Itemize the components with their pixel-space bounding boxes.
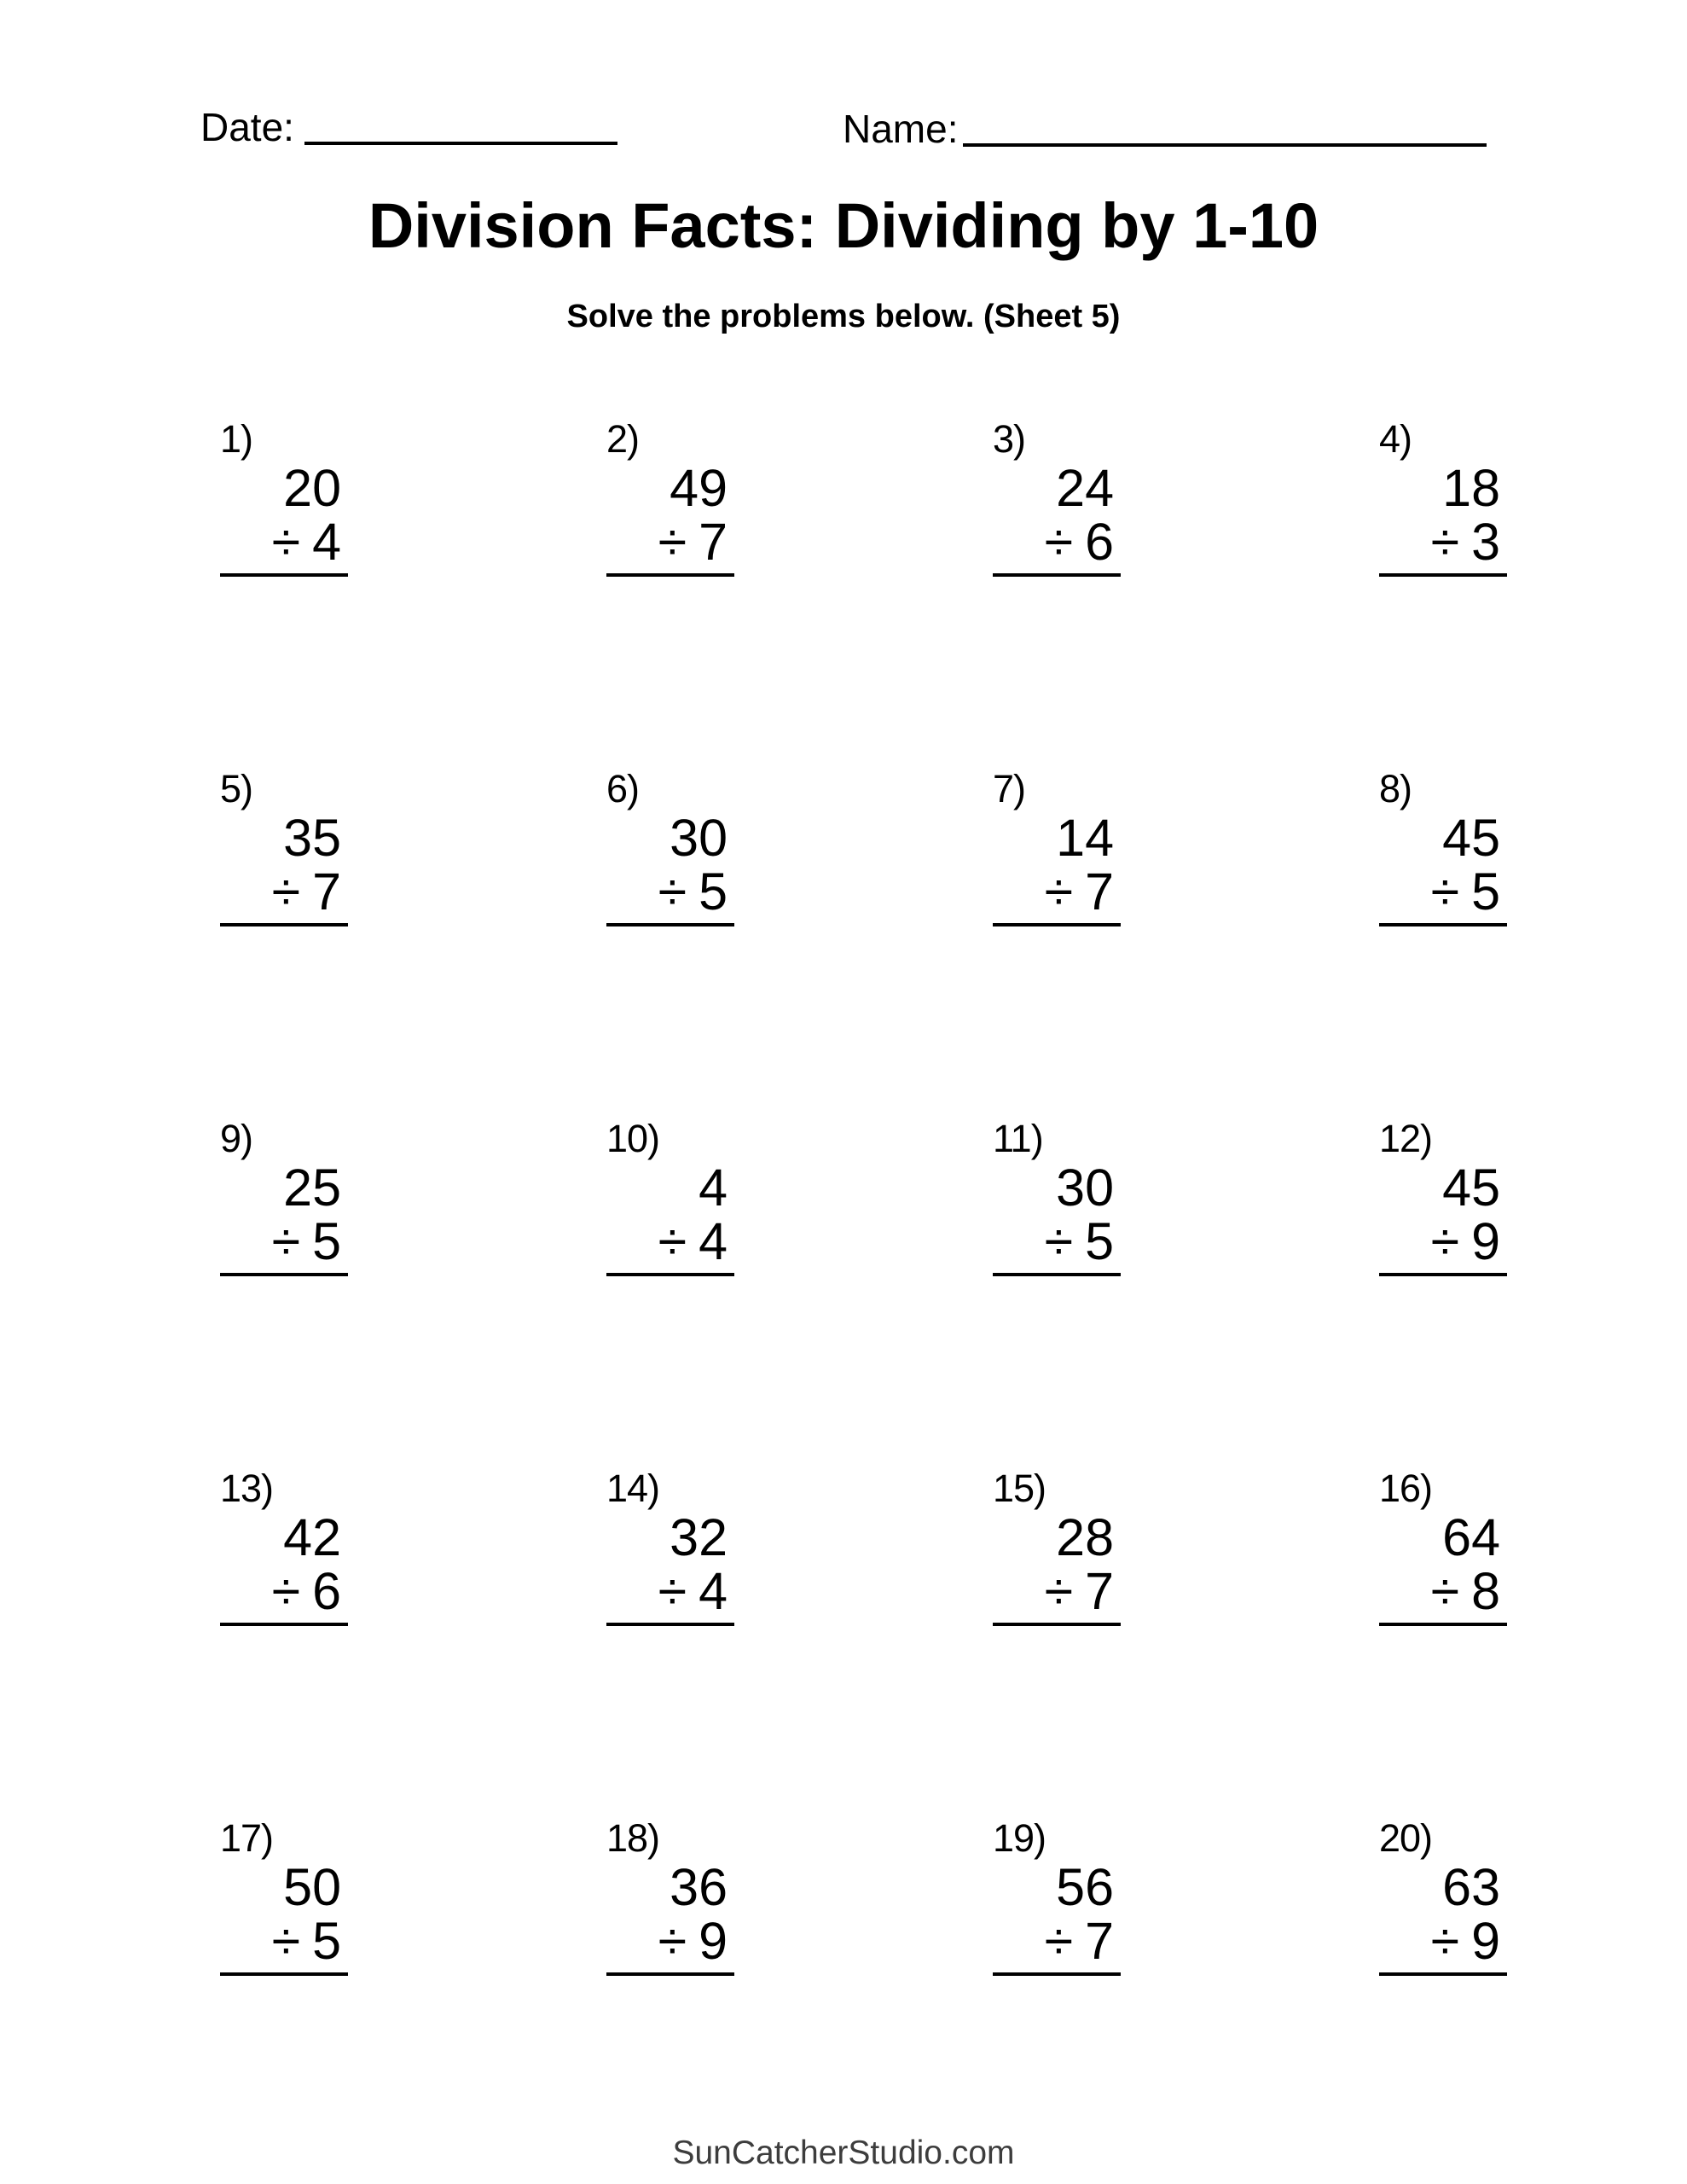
divisor-row [606, 1562, 734, 1626]
problem-number: 6) [606, 767, 640, 810]
divisor: 7 [699, 513, 728, 571]
problem-number: 7) [993, 767, 1026, 810]
divisor: 5 [312, 1212, 341, 1270]
division-problem [1379, 768, 1507, 926]
divisor-row [1379, 863, 1507, 926]
dividend: 49 [670, 459, 728, 517]
name-blank-line[interactable] [963, 143, 1487, 147]
divisor-row [993, 1912, 1121, 1976]
division-sign: ÷ [1044, 1212, 1074, 1270]
dividend: 25 [283, 1159, 341, 1217]
dividend: 63 [1442, 1858, 1500, 1916]
division-sign: ÷ [658, 513, 687, 571]
divisor: 4 [699, 1212, 728, 1270]
dividend: 45 [1442, 809, 1500, 867]
dividend: 36 [670, 1858, 728, 1916]
divisor-row [1379, 1562, 1507, 1626]
divisor: 4 [699, 1562, 728, 1620]
dividend: 18 [1442, 459, 1500, 517]
division-sign: ÷ [658, 1912, 687, 1970]
divisor-row [1379, 1212, 1507, 1276]
division-sign: ÷ [1044, 1912, 1074, 1970]
division-sign: ÷ [658, 1212, 687, 1270]
dividend: 14 [1056, 809, 1114, 867]
division-sign: ÷ [658, 1562, 687, 1620]
divisor-row [220, 1562, 348, 1626]
problem-number: 18) [606, 1816, 660, 1860]
division-problem [993, 1467, 1121, 1626]
problem-number: 17) [220, 1816, 274, 1860]
footer-site-text: SunCatcherStudio.com [672, 2135, 1015, 2171]
dividend: 35 [283, 809, 341, 867]
division-problem [993, 768, 1121, 926]
name-label: Name: [843, 107, 959, 151]
problem-number: 16) [1379, 1467, 1433, 1510]
division-problem [1379, 418, 1507, 577]
divisor-row [220, 863, 348, 926]
dividend: 64 [1442, 1508, 1500, 1566]
name-field [843, 107, 1487, 151]
division-sign: ÷ [658, 863, 687, 921]
division-sign: ÷ [271, 1912, 301, 1970]
division-problem [1379, 1118, 1507, 1276]
division-problem [993, 1118, 1121, 1276]
division-sign: ÷ [1430, 1562, 1460, 1620]
problem-number: 3) [993, 417, 1026, 461]
problem-number: 14) [606, 1467, 660, 1510]
division-sign: ÷ [1044, 863, 1074, 921]
date-blank-line[interactable] [304, 142, 617, 145]
division-sign: ÷ [271, 1212, 301, 1270]
divisor: 9 [1471, 1212, 1500, 1270]
division-problem [606, 1817, 734, 1976]
division-sign: ÷ [271, 863, 301, 921]
division-sign: ÷ [1430, 863, 1460, 921]
divisor: 7 [1085, 863, 1114, 921]
division-sign: ÷ [1430, 1212, 1460, 1270]
division-problem [1379, 1467, 1507, 1626]
divisor-row [993, 1562, 1121, 1626]
division-problem [1379, 1817, 1507, 1976]
problem-number: 12) [1379, 1117, 1433, 1160]
division-problem [993, 418, 1121, 577]
divisor: 3 [1471, 513, 1500, 571]
divisor-row [1379, 1912, 1507, 1976]
division-problem [220, 1817, 348, 1976]
divisor-row [220, 1212, 348, 1276]
division-problem [606, 1467, 734, 1626]
division-sign: ÷ [271, 1562, 301, 1620]
division-problem [220, 1118, 348, 1276]
division-problem [993, 1817, 1121, 1976]
problem-number: 9) [220, 1117, 253, 1160]
divisor-row [993, 513, 1121, 577]
divisor-row [606, 863, 734, 926]
divisor: 5 [312, 1912, 341, 1970]
divisor-row [606, 513, 734, 577]
problem-number: 10) [606, 1117, 660, 1160]
dividend: 4 [699, 1159, 728, 1217]
dividend: 42 [283, 1508, 341, 1566]
problem-number: 19) [993, 1816, 1046, 1860]
division-problem [606, 418, 734, 577]
division-sign: ÷ [1430, 1912, 1460, 1970]
dividend: 45 [1442, 1159, 1500, 1217]
divisor: 6 [1085, 513, 1114, 571]
divisor: 7 [1085, 1912, 1114, 1970]
divisor-row [1379, 513, 1507, 577]
date-field [200, 107, 617, 147]
dividend: 24 [1056, 459, 1114, 517]
divisor-row [220, 513, 348, 577]
divisor: 5 [699, 863, 728, 921]
divisor: 7 [312, 863, 341, 921]
division-problem [220, 768, 348, 926]
division-problem [606, 1118, 734, 1276]
page-subtitle: Solve the problems below. (Sheet 5) [566, 299, 1121, 334]
divisor: 5 [1471, 863, 1500, 921]
divisor: 5 [1085, 1212, 1114, 1270]
divisor-row [993, 1212, 1121, 1276]
divisor: 4 [312, 513, 341, 571]
division-problem [220, 1467, 348, 1626]
dividend: 28 [1056, 1508, 1114, 1566]
problem-number: 2) [606, 417, 640, 461]
dividend: 32 [670, 1508, 728, 1566]
dividend: 30 [1056, 1159, 1114, 1217]
dividend: 56 [1056, 1858, 1114, 1916]
divisor: 9 [1471, 1912, 1500, 1970]
problems-grid [220, 418, 1507, 1976]
problem-number: 20) [1379, 1816, 1433, 1860]
divisor: 7 [1085, 1562, 1114, 1620]
divisor-row [606, 1212, 734, 1276]
divisor-row [606, 1912, 734, 1976]
problem-number: 8) [1379, 767, 1412, 810]
dividend: 20 [283, 459, 341, 517]
division-sign: ÷ [1044, 513, 1074, 571]
divisor-row [220, 1912, 348, 1976]
divisor: 6 [312, 1562, 341, 1620]
division-sign: ÷ [1044, 1562, 1074, 1620]
page-title: Division Facts: Dividing by 1-10 [368, 190, 1319, 261]
division-problem [220, 418, 348, 577]
date-label: Date: [200, 105, 294, 149]
problem-number: 13) [220, 1467, 274, 1510]
divisor: 9 [699, 1912, 728, 1970]
divisor-row [993, 863, 1121, 926]
dividend: 50 [283, 1858, 341, 1916]
problem-number: 11) [993, 1117, 1043, 1160]
division-sign: ÷ [1430, 513, 1460, 571]
problem-number: 5) [220, 767, 253, 810]
problem-number: 15) [993, 1467, 1046, 1510]
division-problem [606, 768, 734, 926]
problem-number: 1) [220, 417, 253, 461]
dividend: 30 [670, 809, 728, 867]
problem-number: 4) [1379, 417, 1412, 461]
divisor: 8 [1471, 1562, 1500, 1620]
division-sign: ÷ [271, 513, 301, 571]
